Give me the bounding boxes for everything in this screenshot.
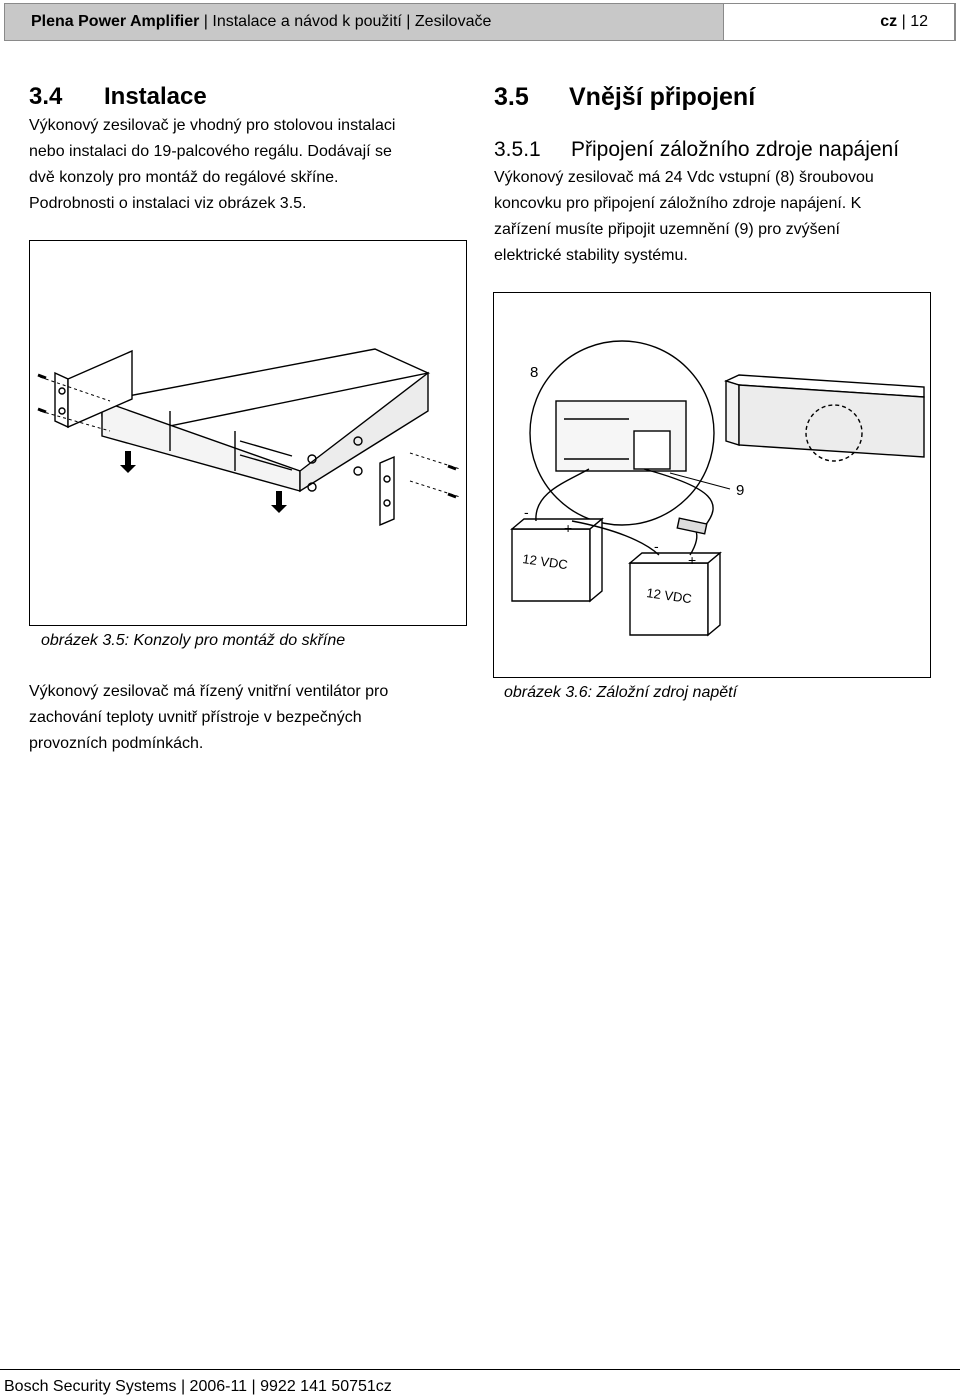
section-34-line: nebo instalaci do 19-palcového regálu. Dodávají se <box>29 143 392 160</box>
figure-35-frame <box>29 240 467 626</box>
figure-36-caption: obrázek 3.6: Záložní zdroj napětí <box>504 684 738 701</box>
page-footer: Bosch Security Systems | 2006-11 | 9922 141 50751cz <box>4 1378 392 1395</box>
battery-2-minus: - <box>654 538 659 554</box>
battery-1-plus: + <box>564 520 573 536</box>
section-34-line: Podrobnosti o instalaci viz obrázek 3.5. <box>29 195 307 212</box>
section-351-title: Připojení záložního zdroje napájení <box>571 138 900 161</box>
rack-mount-illustration <box>30 241 466 625</box>
section-34-title: Instalace <box>104 83 207 110</box>
page-header <box>4 3 956 41</box>
section-35-line: Výkonový zesilovač má 24 Vdc vstupní (8) šroubovou <box>494 169 874 186</box>
fan-line: Výkonový zesilovač má řízený vnitřní ventilátor pro <box>29 683 389 700</box>
battery-2-plus: + <box>688 552 697 568</box>
header-page-box <box>723 3 955 41</box>
section-35-number: 3.5 <box>494 83 529 111</box>
section-35-line: zařízení musíte připojit uzemnění (9) pro zvýšení <box>494 221 840 238</box>
figure-36-frame <box>493 292 931 678</box>
section-35-paragraph <box>494 165 874 269</box>
battery-1-label: 12 VDC <box>521 551 569 573</box>
fan-paragraph <box>29 679 388 757</box>
header-product: Plena Power Amplifier <box>31 13 200 30</box>
header-page: 12 <box>910 13 928 30</box>
battery-2-label: 12 VDC <box>645 585 693 607</box>
section-351-heading <box>494 138 899 162</box>
section-35-line: elektrické stability systému. <box>494 247 688 264</box>
backup-supply-illustration <box>494 293 930 677</box>
section-34-paragraph <box>29 113 395 217</box>
callout-8: 8 <box>530 364 539 381</box>
callout-9: 9 <box>736 482 745 499</box>
fan-line: zachování teploty uvnitř přístroje v bezpečných <box>29 709 362 726</box>
section-34-number: 3.4 <box>29 83 63 110</box>
section-351-number: 3.5.1 <box>494 138 541 161</box>
footer-rule <box>0 1369 960 1370</box>
header-title <box>31 13 491 31</box>
fan-line: provozních podmínkách. <box>29 735 204 752</box>
section-34-line: dvě konzoly pro montáž do regálové skříne. <box>29 169 339 186</box>
section-34-heading <box>29 83 207 111</box>
section-34-line: Výkonový zesilovač je vhodný pro stolovou instalaci <box>29 117 396 134</box>
section-35-title: Vnější připojení <box>569 83 756 111</box>
section-35-line: koncovku pro připojení záložního zdroje napájení. K <box>494 195 862 212</box>
battery-1-minus: - <box>524 504 529 520</box>
header-subtitle: | Instalace a návod k použití | Zesilovače <box>199 13 492 30</box>
section-35-heading <box>494 83 755 112</box>
header-page-number: cz | 12 <box>880 13 928 30</box>
figure-35-caption: obrázek 3.5: Konzoly pro montáž do skříne <box>41 632 346 649</box>
header-lang: cz <box>880 13 898 30</box>
